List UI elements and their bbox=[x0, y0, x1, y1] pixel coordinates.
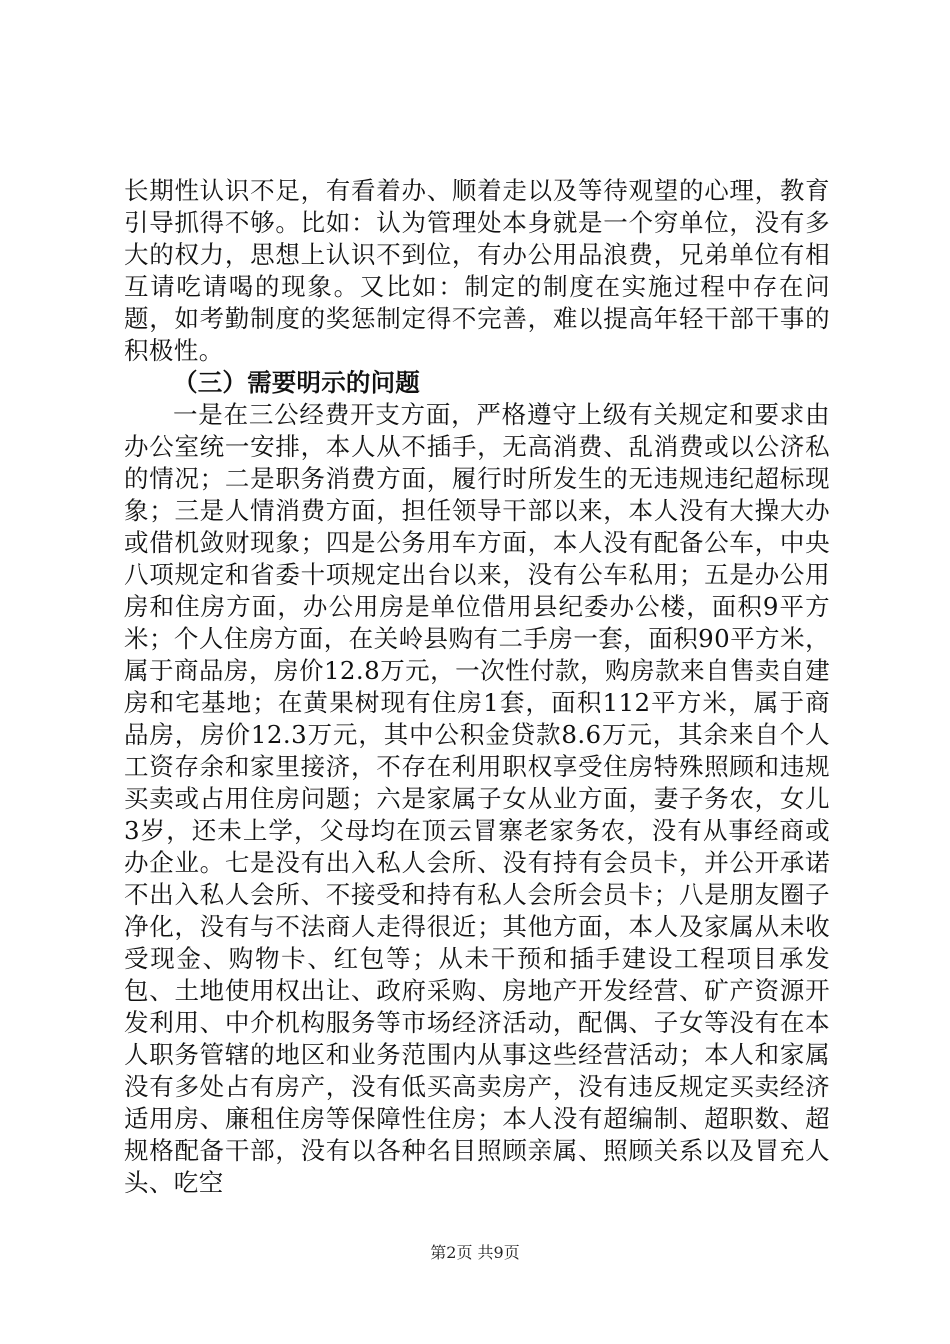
main-paragraph: 一是在三公经费开支方面，严格遵守上级有关规定和要求由办公室统一安排，本人从不插手，无高消费、乱消费或以公济私的情况；二是职务消费方面，履行时所发生的无违规违纪超标现象；三是人情消费方面，担任领导干部以来，本人没有大操大办或借机敛财现象；四是公务用车方面，本人没有配备公车，中央八项规定和省委十项规定出台以来，没有公车私用；五是办公用房和住房方面，办公用房是单位借用县纪委办公楼，面积9平方米；个人住房方面，在关岭县购有二手房一套，面积90平方米，属于商品房，房价12.8万元，一次性付款，购房款来自售卖自建房和宅基地；在黄果树现有住房1套，面积112平方米，属于商品房，房价12.3万元，其中公积金贷款8.6万元，其余来自个人工资存余和家里接济，不存在利用职权享受住房特殊照顾和违规买卖或占用住房问题；六是家属子女从业方面，妻子务农，女儿3岁，还未上学，父母均在顶云冒寨老家务农，没有从事经商或办企业。七是没有出入私人会所、没有持有会员卡，并公开承诺不出入私人会所、不接受和持有私人会所会员卡；八是朋友圈子净化，没有与不法商人走得很近；其他方面，本人及家属从未收受现金、购物卡、红包等；从未干预和插手建设工程项目承发包、土地使用权出让、政府采购、房地产开发经营、矿产资源开发利用、中介机构服务等市场经济活动，配偶、子女等没有在本人职务管辖的地区和业务范围内从事这些经营活动；本人和家属没有多处占有房产，没有低买高卖房产，没有违反规定买卖经济适用房、廉租住房等保障性住房；本人没有超编制、超职数、超规格配备干部，没有以各种名目照顾亲属、照顾关系以及冒充人头、吃空 bbox=[124, 400, 830, 1197]
page-number-footer: 第2页 共9页 bbox=[430, 1243, 520, 1262]
continued-paragraph: 长期性认识不足，有看着办、顺着走以及等待观望的心理，教育引导抓得不够。比如：认为管理处本身就是一个穷单位，没有多大的权力，思想上认识不到位，有办公用品浪费，兄弟单位有相互请吃请喝的现象。又比如：制定的制度在实施过程中存在问题，如考勤制度的奖惩制定得不完善，难以提高年轻干部干事的积极性。 bbox=[124, 176, 830, 365]
section-heading: （三）需要明示的问题 bbox=[173, 368, 420, 397]
document-body bbox=[124, 175, 830, 1199]
